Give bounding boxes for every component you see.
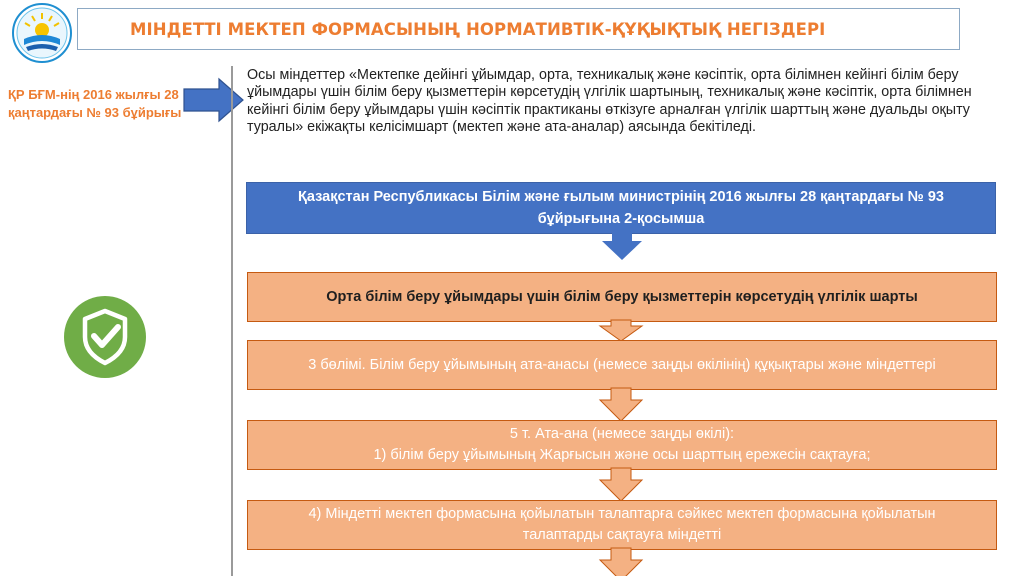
- emblem-logo-icon: [12, 3, 72, 63]
- arrow-down-icon: [599, 468, 643, 502]
- decree-text: Қазақстан Республикасы Білім және ғылым министрінің 2016 жылғы 28 қаңтардағы № 93 бұйрығына 2-қосымша: [298, 189, 944, 227]
- item4-text: 4) Міндетті мектеп формасына қойылатын талаптарға сәйкес мектеп формасына қойылатын талаптарды сақтауға міндетті: [308, 506, 936, 543]
- rules-title-box: [247, 272, 997, 322]
- decree-box: [246, 182, 996, 234]
- intro-paragraph: Осы міндеттер «Мектепке дейінгі ұйымдар, орта, техникалық және кәсіптік, орта білімнен кейінгі білім беру ұйымдары үшін білім беру қызметтерін көрсетудің үлгілік шартының, техникалық және кәсіптік, орта білімнен кейінгі білім беру ұйымдары үшін кәсіптік практиканы өткізуге арналған үлгілік шарттың және дуальды оқыту туралы» екіжақты келісімшарт (мектеп және ата-аналар) аясында бекітіледі.: [247, 67, 972, 136]
- arrow-right-icon: [183, 78, 245, 122]
- decree-reference: ҚР БҒМ-нің 2016 жылғы 28 қаңтардағы № 93 бұйрығы: [8, 87, 182, 120]
- arrow-down-icon: [599, 548, 643, 576]
- item5-point: 1) білім беру ұйымының Жарғысын және осы шарттың ережесін сақтауға;: [373, 447, 871, 463]
- page-title: МІНДЕТТІ МЕКТЕП ФОРМАСЫНЫҢ НОРМАТИВТІК-ҚҰҚЫҚТЫҚ НЕГІЗДЕРІ: [130, 20, 826, 39]
- section-text: 3 бөлімі. Білім беру ұйымының ата-анасы (немесе заңды өкілінің) құқықтары және міндеттері: [308, 356, 936, 373]
- item5-box: [247, 420, 997, 470]
- rules-title-text: Орта білім беру ұйымдары үшін білім беру қызметтерін көрсетудің үлгілік шарты: [326, 289, 918, 305]
- section-box: [247, 340, 997, 390]
- arrow-down-icon: [599, 320, 643, 342]
- vertical-divider: [231, 66, 233, 576]
- arrow-down-icon: [601, 233, 643, 261]
- arrow-down-icon: [599, 388, 643, 422]
- item4-box: [247, 500, 997, 550]
- shield-check-icon: [63, 295, 147, 379]
- item5-heading: 5 т. Ата-ана (немесе заңды өкілі):: [509, 426, 735, 442]
